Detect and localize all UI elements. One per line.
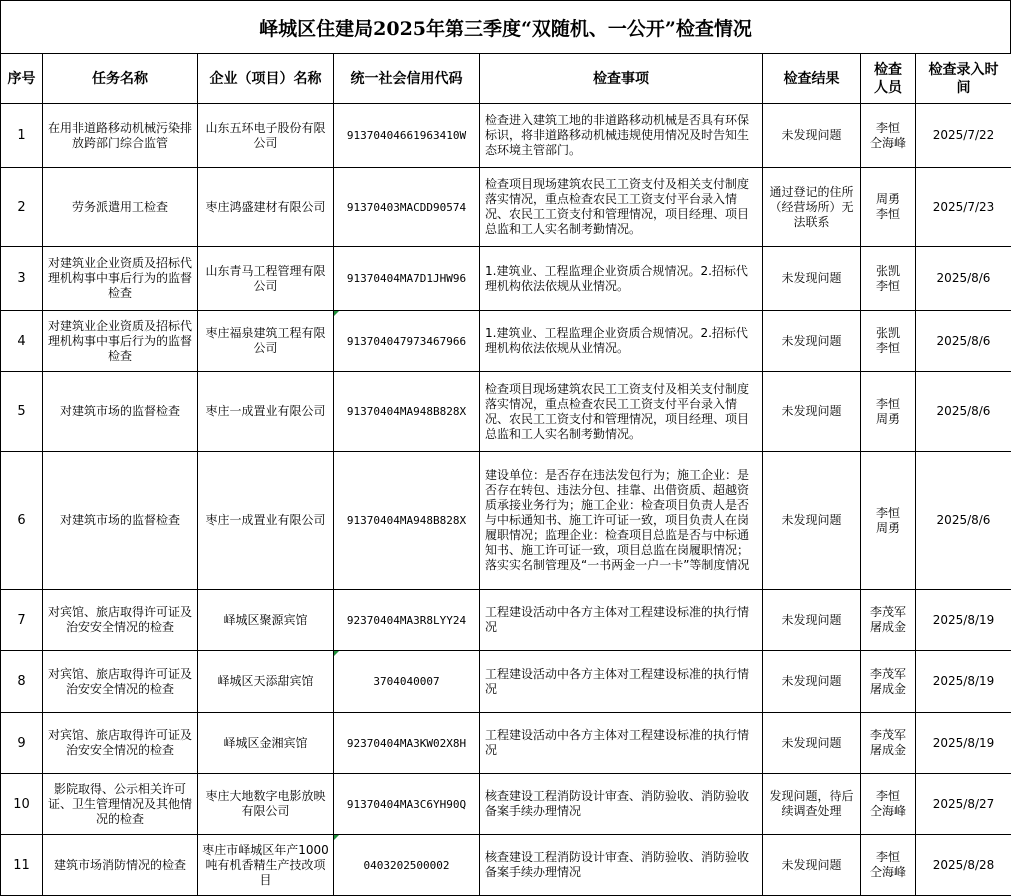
cell-credit-code: 913704047973467966 <box>334 311 480 372</box>
cell-credit-code: 92370404MA3R8LYY24 <box>334 590 480 651</box>
cell-seq: 8 <box>1 651 43 713</box>
cell-task: 对宾馆、旅店取得许可证及治安安全情况的检查 <box>43 590 198 651</box>
cell-credit-code: 91370404MA3C6YH90Q <box>334 774 480 835</box>
cell-task: 对建筑业企业资质及招标代理机构事中事后行为的监督检查 <box>43 247 198 311</box>
cell-credit-code: 0403202500002 <box>334 835 480 896</box>
cell-company: 枣庄福泉建筑工程有限公司 <box>198 311 334 372</box>
sheet-title: 峄城区住建局2025年第三季度“双随机、一公开”检查情况 <box>0 0 1011 53</box>
cell-credit-code: 913704046619634​10W <box>334 104 480 168</box>
cell-task: 在用非道路移动机械污染排放跨部门综合监管 <box>43 104 198 168</box>
cell-credit-code: 92370404MA3KW02X8H <box>334 713 480 774</box>
cell-result: 未发现问题 <box>763 651 861 713</box>
cell-seq: 10 <box>1 774 43 835</box>
cell-items: 工程建设活动中各方主体对工程建设标准的执行情况 <box>480 651 763 713</box>
cell-result: 未发现问题 <box>763 452 861 590</box>
cell-result: 通过登记的住所（经营场所）无法联系 <box>763 168 861 247</box>
cell-inspectors: 周勇 李恒 <box>861 168 916 247</box>
cell-company: 山东五环电子股份有限公司 <box>198 104 334 168</box>
cell-date: 2025/8/6 <box>916 247 1011 311</box>
cell-task: 对建筑市场的监督检查 <box>43 372 198 452</box>
cell-inspectors: 李茂军 屠成金 <box>861 651 916 713</box>
cell-seq: 9 <box>1 713 43 774</box>
cell-seq: 3 <box>1 247 43 311</box>
cell-inspectors: 李恒 仝海峰 <box>861 104 916 168</box>
table-row <box>1 311 1011 372</box>
cell-company: 枣庄一成置业有限公司 <box>198 452 334 590</box>
header-seq: 序号 <box>1 54 43 104</box>
cell-date: 2025/8/6 <box>916 452 1011 590</box>
cell-date: 2025/7/22 <box>916 104 1011 168</box>
header-items: 检查事项 <box>480 54 763 104</box>
cell-date: 2025/8/6 <box>916 311 1011 372</box>
cell-date: 2025/8/28 <box>916 835 1011 896</box>
cell-items: 1.建筑业、工程监理企业资质合规情况。2.招标代理机构依法依规从业情况。 <box>480 247 763 311</box>
cell-result: 未发现问题 <box>763 372 861 452</box>
cell-credit-code: 91370403MACDD90574 <box>334 168 480 247</box>
header-date: 检查录入时 间 <box>916 54 1011 104</box>
header-company: 企业（项目）名称 <box>198 54 334 104</box>
cell-company: 峄城区聚源宾馆 <box>198 590 334 651</box>
cell-items: 核查建设工程消防设计审查、消防验收、消防验收备案手续办理情况 <box>480 774 763 835</box>
cell-task: 对宾馆、旅店取得许可证及治安安全情况的检查 <box>43 713 198 774</box>
cell-inspectors: 李恒 仝海峰 <box>861 835 916 896</box>
cell-items: 建设单位：是否存在违法发包行为；施工企业：是否存在转包、违法分包、挂靠、出借资质、超越资质承接业务行为；施工企业：检查项目负责人是否与中标通知书、施工许可证一致，项目负责人在岗履职情况；监理企业：检查项目总监是否与中标通知书、施工许可证一致，项目总监在岗履职情况；落实实名制管理及“一书两金一户一卡”等制度情况 <box>480 452 763 590</box>
cell-inspectors: 李茂军 屠成金 <box>861 713 916 774</box>
cell-company: 枣庄市峄城区年产1000吨有机香精生产技改项目 <box>198 835 334 896</box>
header-row <box>1 54 1011 104</box>
cell-task: 对建筑市场的监督检查 <box>43 452 198 590</box>
cell-seq: 11 <box>1 835 43 896</box>
cell-company: 枣庄鸿盛建材有限公司 <box>198 168 334 247</box>
header-inspectors: 检查 人员 <box>861 54 916 104</box>
header-credit-code: 统一社会信用代码 <box>334 54 480 104</box>
table-row <box>1 104 1011 168</box>
header-task: 任务名称 <box>43 54 198 104</box>
cell-date: 2025/8/27 <box>916 774 1011 835</box>
cell-result: 未发现问题 <box>763 590 861 651</box>
cell-seq: 2 <box>1 168 43 247</box>
table-row <box>1 452 1011 590</box>
cell-result: 未发现问题 <box>763 247 861 311</box>
cell-items: 检查项目现场建筑农民工工资支付及相关支付制度落实情况，重点检查农民工工资支付平台录入情况、农民工工资支付和管理情况，项目经理、项目总监和工人实名制考勤情况。 <box>480 168 763 247</box>
cell-seq: 7 <box>1 590 43 651</box>
cell-inspectors: 张凯 李恒 <box>861 311 916 372</box>
cell-seq: 4 <box>1 311 43 372</box>
cell-date: 2025/8/19 <box>916 651 1011 713</box>
cell-seq: 1 <box>1 104 43 168</box>
cell-inspectors: 张凯 李恒 <box>861 247 916 311</box>
cell-items: 检查项目现场建筑农民工工资支付及相关支付制度落实情况，重点检查农民工工资支付平台录入情况、农民工工资支付和管理情况，项目经理、项目总监和工人实名制考勤情况。 <box>480 372 763 452</box>
cell-items: 检查进入建筑工地的非道路移动机械是否具有环保标识，将非道路移动机械违规使用情况及时告知生态环境主管部门。 <box>480 104 763 168</box>
table-row <box>1 590 1011 651</box>
cell-task: 影院取得、公示相关许可证、卫生管理情况及其他情况的检查 <box>43 774 198 835</box>
cell-company: 枣庄大地数字电影放映有限公司 <box>198 774 334 835</box>
cell-task: 对建筑业企业资质及招标代理机构事中事后行为的监督检查 <box>43 311 198 372</box>
cell-inspectors: 李恒 仝海峰 <box>861 774 916 835</box>
cell-inspectors: 李恒 周勇 <box>861 452 916 590</box>
cell-credit-code: 91370404MA948B828X <box>334 372 480 452</box>
cell-inspectors: 李恒 周勇 <box>861 372 916 452</box>
cell-credit-code: 91370404MA948B828X <box>334 452 480 590</box>
cell-items: 工程建设活动中各方主体对工程建设标准的执行情况 <box>480 713 763 774</box>
cell-result: 未发现问题 <box>763 713 861 774</box>
cell-result: 未发现问题 <box>763 104 861 168</box>
cell-result: 发现问题，待后续调查处理 <box>763 774 861 835</box>
cell-task: 建筑市场消防情况的检查 <box>43 835 198 896</box>
inspection-table <box>0 53 1011 896</box>
table-row <box>1 774 1011 835</box>
cell-date: 2025/8/19 <box>916 590 1011 651</box>
cell-task: 对宾馆、旅店取得许可证及治安安全情况的检查 <box>43 651 198 713</box>
cell-items: 核查建设工程消防设计审查、消防验收、消防验收备案手续办理情况 <box>480 835 763 896</box>
cell-credit-code: 3704040007 <box>334 651 480 713</box>
cell-result: 未发现问题 <box>763 835 861 896</box>
table-row <box>1 835 1011 896</box>
cell-company: 峄城区天添甜宾馆 <box>198 651 334 713</box>
cell-company: 峄城区金湘宾馆 <box>198 713 334 774</box>
cell-items: 1.建筑业、工程监理企业资质合规情况。2.招标代理机构依法依规从业情况。 <box>480 311 763 372</box>
cell-date: 2025/8/19 <box>916 713 1011 774</box>
cell-result: 未发现问题 <box>763 311 861 372</box>
cell-credit-code: 91370404MA7D1JHW96 <box>334 247 480 311</box>
cell-date: 2025/7/23 <box>916 168 1011 247</box>
cell-items: 工程建设活动中各方主体对工程建设标准的执行情况 <box>480 590 763 651</box>
cell-task: 劳务派遣用工检查 <box>43 168 198 247</box>
table-row <box>1 651 1011 713</box>
cell-date: 2025/8/6 <box>916 372 1011 452</box>
cell-company: 枣庄一成置业有限公司 <box>198 372 334 452</box>
table-row <box>1 247 1011 311</box>
cell-company: 山东青马工程管理有限公司 <box>198 247 334 311</box>
table-row <box>1 372 1011 452</box>
header-result: 检查结果 <box>763 54 861 104</box>
cell-seq: 6 <box>1 452 43 590</box>
table-row <box>1 713 1011 774</box>
cell-seq: 5 <box>1 372 43 452</box>
table-row <box>1 168 1011 247</box>
cell-inspectors: 李茂军 屠成金 <box>861 590 916 651</box>
